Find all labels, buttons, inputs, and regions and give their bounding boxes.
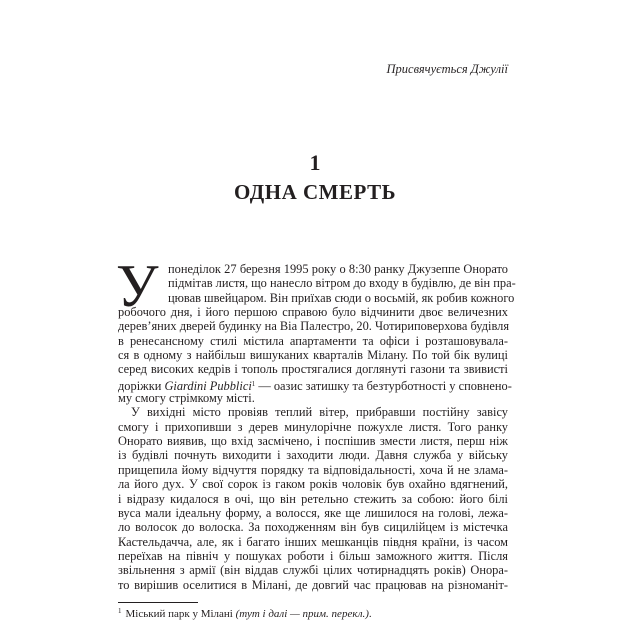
footnote-ref[interactable]: 1 <box>251 379 256 388</box>
text-line: вуса мали ідеальну форму, а волосся, яке ще лишилося на голові, лежа- <box>118 505 508 520</box>
text-line: У вихідні місто провіяв теплий вітер, прибравши постійну завісу <box>131 405 508 420</box>
chapter-title: ОДНА СМЕРТЬ <box>234 180 396 204</box>
text-line: ло волосок до волоска. За походженням він був сицилійцем із містечка <box>118 520 508 535</box>
text-line: то вирішив оселитися в Мілані, де довгий час працював на різноманіт- <box>118 577 508 592</box>
text-line: ла його дух. У свої сорок із гаком років чоловік був охайно вдягнений, <box>118 477 508 492</box>
text-line: смогу і прихопивши з дерев минулорічне пожухле листя. Того ранку <box>118 419 508 434</box>
text-line: серед високих кедрів і тополь простягалися доглянуті газони та звивисті <box>118 362 508 377</box>
footnote-divider <box>118 602 198 603</box>
text-line: дерев’яних дверей будинку на Віа Палестро, 20. Чотириповерхова будівля <box>118 319 510 334</box>
text-line: понеділок 27 березня 1995 року о 8:30 ранку Джузеппе Онорато <box>168 262 508 276</box>
footnote: $^1$ Міський парк у Мілані (тут і далі — прим. перекл.). <box>118 607 372 620</box>
drop-cap: У <box>116 253 159 319</box>
text-line: і відразу кидалося в очі, що він ретельно стежить за собою: його білі <box>118 491 508 506</box>
text-line: цював швейцаром. Він приїхав сюди о восьмій, як робив кожного <box>168 290 515 305</box>
text-line: Онорато виявив, що вхід засмічено, і поспішив змести листя, перш ніж <box>118 434 508 449</box>
text-line: ся в одному з найбільш вишуканих кварталів Мілану. По той бік вулиці <box>118 348 508 363</box>
chapter-number: 1 <box>309 150 321 175</box>
dedication: Присвячується Джулії <box>386 62 508 76</box>
body-text <box>118 262 516 592</box>
footnote-number: 1 <box>118 607 122 615</box>
text-line: в ренесансному стилі містила апартаменти та офіси і розташовувала- <box>118 333 508 348</box>
text-line-with-footnote-ref: доріжки Giardini Pubblici$^1$ — оазис затишку та безтурботності у сповнено- <box>118 378 512 393</box>
text-line: робочого дня, і його першою справою було відчинити двоє величезних <box>118 305 508 320</box>
text-line: переїхав на північ у пошуках роботи і більш заможного життя. Після <box>118 548 508 563</box>
text-line: звільнення з армії (він віддав службі цілих чотирнадцять років) Онора- <box>118 563 508 578</box>
text-line: із будівлі почнуть виходити і заходити люди. Давня служба у війську <box>118 448 508 463</box>
text-line: му смогу стрімкому місті. <box>118 391 255 406</box>
italic-place-name: Giardini Pubblici <box>164 378 252 393</box>
text-line: прищепила йому відчуття порядку та відповідальності, хоча й не злама- <box>118 462 508 477</box>
text-line: підмітав листя, що нанесло вітром до входу в будівлю, де він пра- <box>168 276 516 291</box>
text-line: Кастельдачча, але, як і багато інших мешканців півдня країни, із часом <box>118 534 508 549</box>
